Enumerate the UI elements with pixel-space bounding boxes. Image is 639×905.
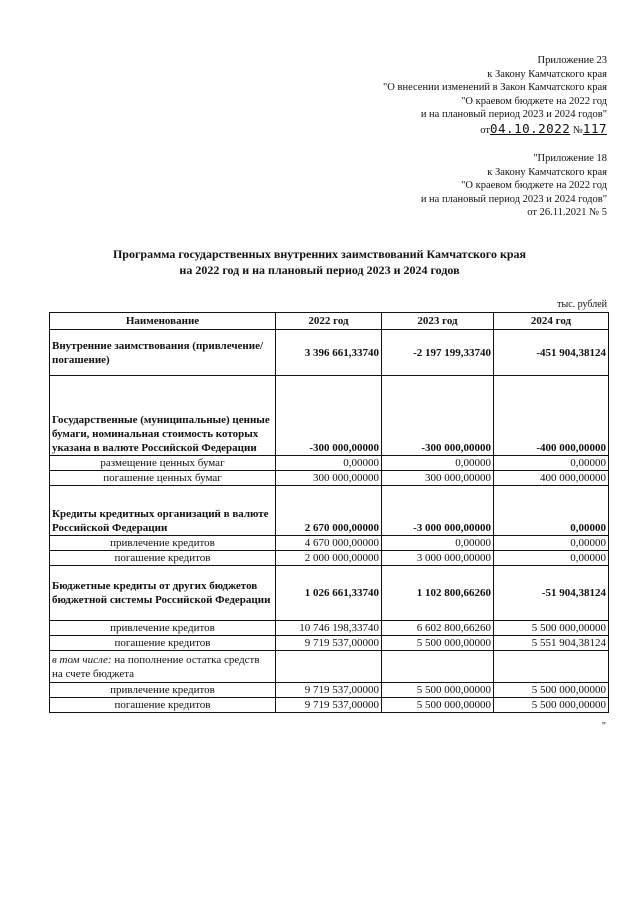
- number-prefix: №: [572, 124, 583, 136]
- value-2022: -300 000,00000: [276, 376, 382, 456]
- value-2022: 9 719 537,00000: [276, 683, 382, 698]
- closing-quote-mark: ": [601, 721, 606, 732]
- row-name: погашение кредитов: [50, 636, 276, 651]
- old-law-title-line-2: и на плановый период 2023 и 2024 годов": [420, 193, 607, 205]
- old-law-title-line-1: "О краевом бюджете на 2022 год: [461, 180, 607, 191]
- row-name: погашение кредитов: [50, 551, 276, 566]
- table-row: [50, 536, 609, 551]
- value-2024: 5 500 000,00000: [494, 683, 609, 698]
- row-name: Кредиты кредитных организаций в валюте Российской Федерации: [50, 486, 276, 536]
- value-2023: -2 197 199,33740: [382, 330, 494, 376]
- row-name: привлечение кредитов: [50, 536, 276, 551]
- law-title-line-1: "О внесении изменений в Закон Камчатского края: [383, 82, 607, 93]
- handwritten-number: 117: [582, 120, 607, 136]
- table-row: [50, 698, 609, 713]
- row-name: [50, 651, 276, 683]
- old-appendix-number: "Приложение 18: [533, 153, 607, 164]
- value-2024: 5 500 000,00000: [494, 698, 609, 713]
- appendix-number: Приложение 23: [537, 55, 607, 66]
- old-law-date-number: от 26.11.2021 № 5: [527, 207, 607, 218]
- value-2024: -51 904,38124: [494, 566, 609, 621]
- value-2023: 6 602 800,66260: [382, 621, 494, 636]
- value-2023: 300 000,00000: [382, 471, 494, 486]
- old-law-reference: к Закону Камчатского края: [487, 166, 607, 178]
- title-line-1: Программа государственных внутренних заимствований Камчатского края: [112, 247, 527, 261]
- table-row: [50, 486, 609, 536]
- table-row: [50, 330, 609, 376]
- table-row: [50, 471, 609, 486]
- appendix-18-header: [421, 152, 607, 220]
- table-row: [50, 621, 609, 636]
- row-name: Государственные (муниципальные) ценные бумаги, номинальная стоимость которых указана в валюте Российской Федерации: [50, 376, 276, 456]
- value-2023: 1 102 800,66260: [382, 566, 494, 621]
- value-2022: 9 719 537,00000: [276, 698, 382, 713]
- value-2024: 5 551 904,38124: [494, 636, 609, 651]
- value-2024: 0,00000: [494, 551, 609, 566]
- units-label: тыс. рублей: [557, 299, 607, 310]
- value-2024: 0,00000: [494, 486, 609, 536]
- date-prefix: от: [480, 124, 490, 136]
- title-line-2: на 2022 год и на плановый период 2023 и 2024 годов: [179, 263, 460, 277]
- value-2022: 1 026 661,33740: [276, 566, 382, 621]
- column-header-2024: 2024 год: [494, 313, 609, 330]
- value-2022: 2 670 000,00000: [276, 486, 382, 536]
- law-title-line-3: и на плановый период 2023 и 2024 годов": [420, 109, 607, 120]
- row-name: размещение ценных бумаг: [50, 456, 276, 471]
- value-2023: 5 500 000,00000: [382, 683, 494, 698]
- value-2024: 400 000,00000: [494, 471, 609, 486]
- value-2023: 0,00000: [382, 456, 494, 471]
- value-2024: -451 904,38124: [494, 330, 609, 376]
- appendix-23-header: [383, 54, 607, 137]
- table-row: [50, 651, 609, 683]
- including-label: в том числе:: [52, 653, 112, 666]
- table-header-row: [50, 313, 609, 330]
- row-name: Внутренние заимствования (привлечение/погашение): [50, 330, 276, 376]
- value-2022: 4 670 000,00000: [276, 536, 382, 551]
- value-2023: 0,00000: [382, 536, 494, 551]
- table-row: [50, 551, 609, 566]
- value-2024: 0,00000: [494, 456, 609, 471]
- value-2022: 10 746 198,33740: [276, 621, 382, 636]
- value-2024: 5 500 000,00000: [494, 621, 609, 636]
- table-row: [50, 456, 609, 471]
- value-2024: -400 000,00000: [494, 376, 609, 456]
- including-text: на пополнение остатка средств на счете бюджета: [52, 653, 260, 680]
- value-2023: 5 500 000,00000: [382, 698, 494, 713]
- column-header-name: Наименование: [50, 313, 276, 330]
- value-2022: 3 396 661,33740: [276, 330, 382, 376]
- value-2022: 9 719 537,00000: [276, 636, 382, 651]
- value-2023: 5 500 000,00000: [382, 636, 494, 651]
- value-2024: 0,00000: [494, 536, 609, 551]
- value-2023: -300 000,00000: [382, 376, 494, 456]
- document-title: [0, 246, 639, 278]
- column-header-2022: 2022 год: [276, 313, 382, 330]
- row-name: погашение ценных бумаг: [50, 471, 276, 486]
- table-row: [50, 636, 609, 651]
- row-name: погашение кредитов: [50, 698, 276, 713]
- law-title-line-2: "О краевом бюджете на 2022 год: [461, 95, 607, 107]
- table-row: [50, 683, 609, 698]
- value-2022: 2 000 000,00000: [276, 551, 382, 566]
- value-2024: [494, 651, 609, 683]
- value-2023: [382, 651, 494, 683]
- column-header-2023: 2023 год: [382, 313, 494, 330]
- value-2022: 300 000,00000: [276, 471, 382, 486]
- table-row: [50, 376, 609, 456]
- row-name: привлечение кредитов: [50, 683, 276, 698]
- row-name: привлечение кредитов: [50, 621, 276, 636]
- handwritten-date: 04.10.2022: [490, 120, 571, 136]
- borrowing-program-table: [49, 312, 609, 713]
- row-name: Бюджетные кредиты от других бюджетов бюджетной системы Российской Федерации: [50, 566, 276, 621]
- value-2022: 0,00000: [276, 456, 382, 471]
- value-2022: [276, 651, 382, 683]
- law-date-number: [383, 122, 607, 138]
- table-row: [50, 566, 609, 621]
- value-2023: 3 000 000,00000: [382, 551, 494, 566]
- law-reference: к Закону Камчатского края: [487, 68, 607, 80]
- value-2023: -3 000 000,00000: [382, 486, 494, 536]
